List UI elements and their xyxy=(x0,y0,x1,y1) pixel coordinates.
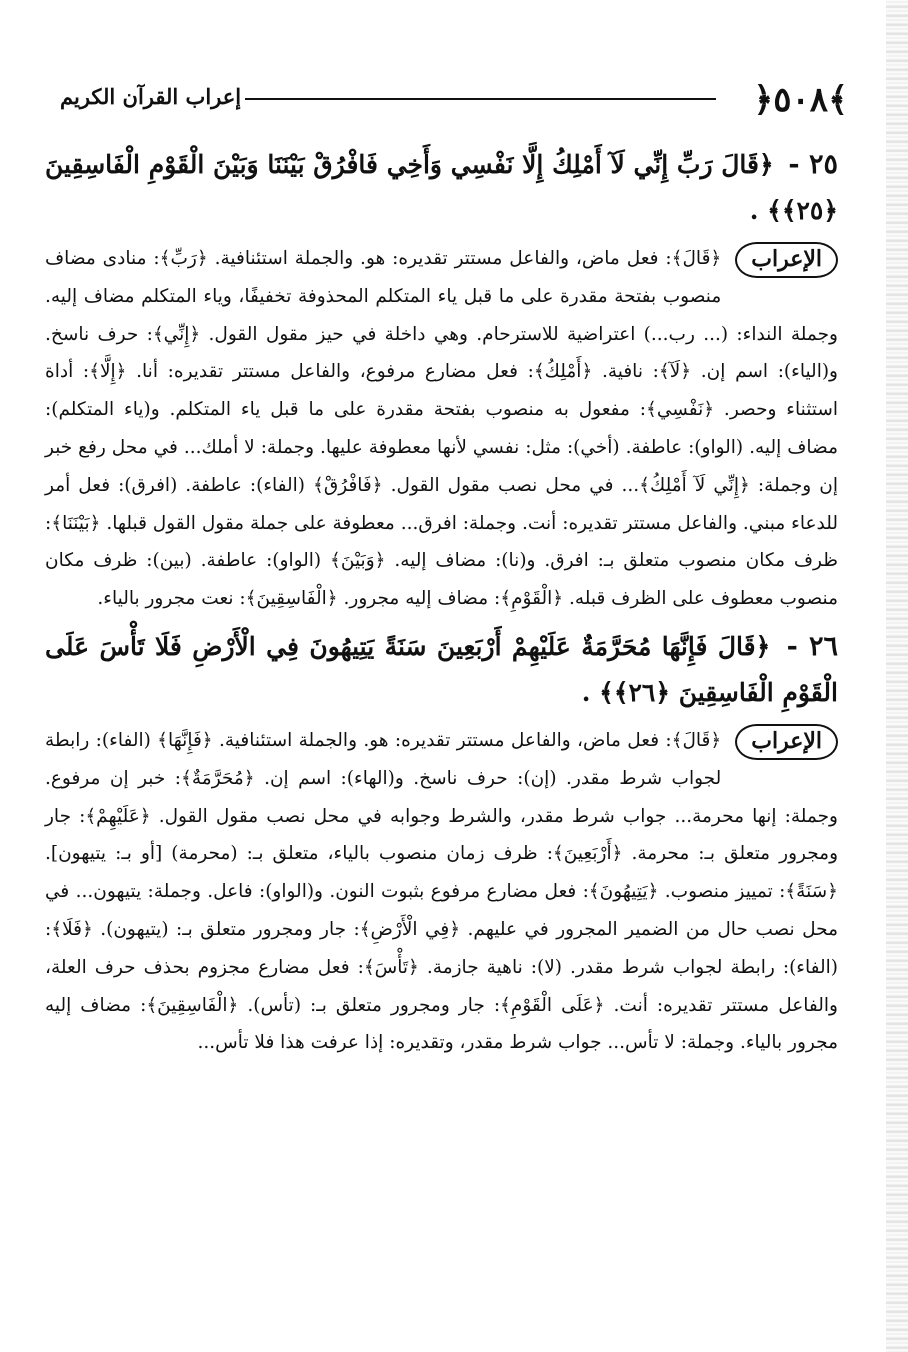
verse-number: ٢٥ - xyxy=(788,149,838,180)
verse-text: ﴿قَالَ فَإِنَّهَا مُحَرَّمَةٌ عَلَيْهِمْ أَرْبَعِينَ سَنَةً يَتِيهُونَ فِي الْأَرْضِ فَلَا تَأْسَ عَلَى الْقَوْمِ الْفَاسِقِينَ ﴿٢٦﴾﴾ . xyxy=(45,631,838,707)
iarab-text: ﴿قَالَ﴾: فعل ماض، والفاعل مستتر تقديره: هو. والجملة استئنافية. ﴿رَبِّ﴾: منادى مضاف منصوب بفتحة مقدرة على ما قبل ياء المتكلم المحذوفة تخفيفًا، وياء المتكلم مضاف إليه. وجملة النداء: (... رب...) اعتراضية للاسترحام. وهي داخلة في حيز مقول القول. ﴿إِنِّي﴾: حرف ناسخ. و(الياء): اسم إن. ﴿لَآ﴾: نافية. ﴿أَمْلِكُ﴾: فعل مضارع مرفوع، والفاعل مستتر تقديره: أنا. ﴿إِلَّا﴾: أداة استثناء وحصر. ﴿نَفْسِي﴾: مفعول به منصوب بفتحة مقدرة على ما قبل ياء المتكلم. و(ياء المتكلم): مضاف إليه. (الواو): عاطفة. (أخي): مثل: نفسي لأنها معطوفة عليها. وجملة: لا أملك... في محل رفع خبر إن وجملة: ﴿إِنِّي لَآ أَمْلِكُ﴾... في محل نصب مقول القول. ﴿فَافْرُقْ﴾ (الفاء): عاطفة. (افرق): فعل أمر للدعاء مبني. والفاعل مستتر تقديره: أنت. وجملة: افرق... معطوفة على جملة مقول القول قبلها. ﴿بَيْنَنَا﴾: ظرف مكان منصوب متعلق بـ: افرق. و(نا): مضاف إليه. ﴿وَبَيْنَ﴾ (الواو): عاطفة. (بين): ظرف مكان منصوب معطوف على الظرف قبله. ﴿الْقَوْمِ﴾: مضاف إليه مجرور. ﴿الْفَاسِقِينَ﴾: نعت مجرور بالياء. xyxy=(45,248,838,610)
header-rule xyxy=(245,98,716,100)
book-title: إعراب القرآن الكريم xyxy=(60,84,242,109)
iarab-section-25 xyxy=(45,240,838,618)
verse-number: ٢٦ - xyxy=(786,630,838,662)
verse-text: ﴿قَالَ رَبِّ إِنِّي لَآ أَمْلِكُ إِلَّا نَفْسِي وَأَخِي فَافْرُقْ بَيْنَنَا وَبَيْنَ الْقَوْمِ الْفَاسِقِينَ ﴿٢٥﴾﴾ . xyxy=(45,150,838,225)
page-header xyxy=(40,78,848,130)
page-content xyxy=(45,142,838,1068)
iarab-badge: الإعراب xyxy=(735,242,838,278)
verse-25 xyxy=(45,142,838,234)
iarab-section-26 xyxy=(45,722,838,1062)
iarab-badge: الإعراب xyxy=(735,724,838,760)
page-binding-edge xyxy=(886,0,908,1352)
iarab-text: ﴿قَالَ﴾: فعل ماض، والفاعل مستتر تقديره: هو. والجملة استئنافية. ﴿فَإِنَّهَا﴾ (الفاء): رابطة لجواب شرط مقدر. (إن): حرف ناسخ. و(الهاء): اسم إن. ﴿مُحَرَّمَةٌ﴾: خبر إن مرفوع. وجملة: إنها محرمة... جواب شرط مقدر، والشرط وجوابه في محل نصب مقول القول. ﴿عَلَيْهِمْ﴾: جار ومجرور متعلق بـ: محرمة. ﴿أَرْبَعِينَ﴾: ظرف زمان منصوب بالياء، متعلق بـ: (محرمة) [أو بـ: يتيهون]. ﴿سَنَةً﴾: تمييز منصوب. ﴿يَتِيهُونَ﴾: فعل مضارع مرفوع بثبوت النون. و(الواو): فاعل. وجملة: يتيهون... في محل نصب حال من الضمير المجرور في عليهم. ﴿فِي الْأَرْضِ﴾: جار ومجرور متعلق بـ: (يتيهون). ﴿فَلَا﴾: (الفاء): رابطة لجواب شرط مقدر. (لا): ناهية جازمة. ﴿تَأْسَ﴾: فعل مضارع مجزوم بحذف حرف العلة، والفاعل مستتر تقديره: أنت. ﴿عَلَى الْقَوْمِ﴾: جار ومجرور متعلق بـ: (تأس). ﴿الْفَاسِقِينَ﴾: مضاف إليه مجرور بالياء. وجملة: لا تأس... جواب شرط مقدر، وتقديره: إذا عرفت هذا فلا تأس... xyxy=(45,729,838,1054)
page-number: ﴿٥٠٨﴾ xyxy=(753,80,848,120)
verse-26 xyxy=(45,624,838,716)
